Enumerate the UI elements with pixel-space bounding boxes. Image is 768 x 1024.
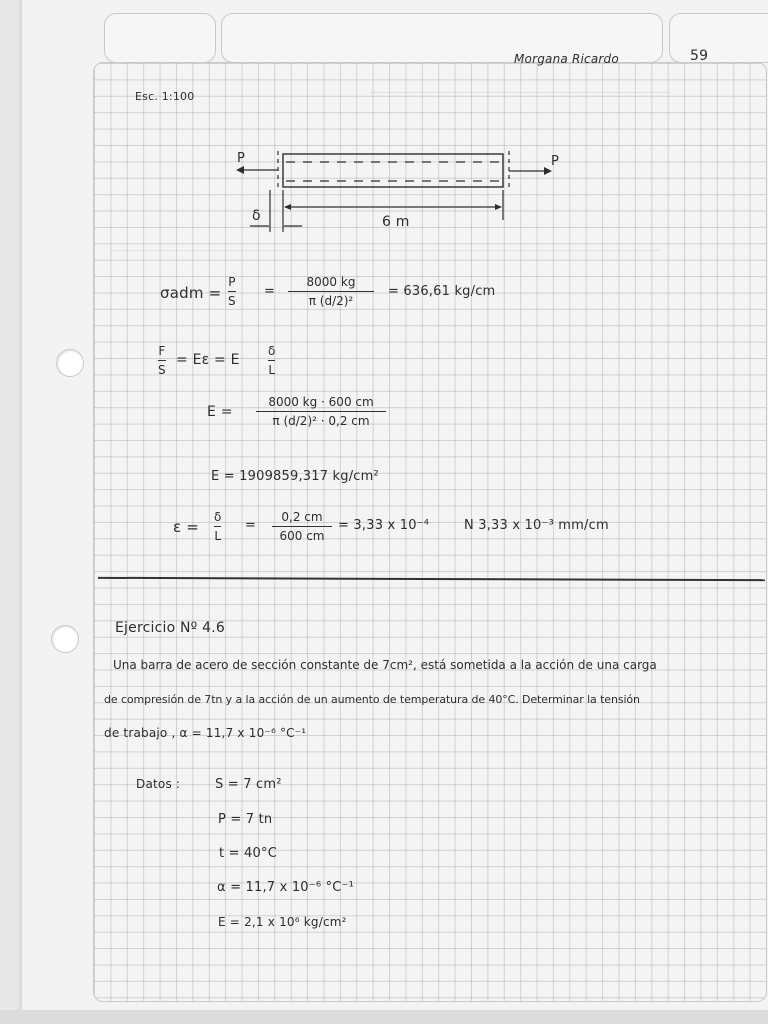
length-arrowhead-right [495, 204, 502, 210]
data-label: Datos : [136, 777, 181, 791]
sigma-fraction-1 [228, 274, 236, 309]
data-item-modulus: E = 2,1 x 10⁶ kg/cm² [218, 915, 347, 929]
hooke-frac2-den: L [268, 363, 276, 378]
exercise-statement-line-2: de compresión de 7tn y a la acción de un aumento de temperatura de 40°C. Determinar la tensión [104, 693, 640, 706]
strain-equals: = [245, 518, 257, 533]
fraction-bar [214, 526, 221, 527]
force-label-left: P [237, 151, 246, 166]
length-label: 6 m [382, 214, 410, 230]
exercise-title: Ejercicio Nº 4.6 [115, 620, 225, 636]
strain-frac2-den: 600 cm [279, 529, 325, 544]
strain-frac2-num: 0,2 cm [281, 510, 323, 524]
fraction-bar [268, 360, 275, 361]
strain-frac1-den: L [214, 529, 222, 544]
force-arrowhead-left [236, 166, 244, 174]
strain-frac1-num: δ [214, 510, 222, 524]
data-item-temperature: t = 40°C [219, 846, 277, 861]
exercise-statement-line-1: Una barra de acero de sección constante de 7cm², está sometida a la acción de una carga [113, 658, 657, 672]
strain-alternate: N 3,33 x 10⁻³ mm/cm [464, 518, 609, 533]
length-arrowhead-left [284, 204, 291, 210]
fraction-bar [288, 291, 374, 292]
scan-bottom-edge [0, 1010, 768, 1024]
author-name: Morgana Ricardo [514, 52, 619, 66]
header-box-right [669, 13, 768, 63]
sigma-lhs: σadm = [160, 284, 222, 302]
fraction-bar [158, 360, 166, 361]
strain-fraction-1 [214, 509, 221, 544]
strain-result: = 3,33 x 10⁻⁴ [338, 518, 430, 533]
sigma-fraction-2 [288, 274, 374, 309]
exercise-statement-line-3: de trabajo , α = 11,7 x 10⁻⁶ °C⁻¹ [104, 726, 307, 740]
bleed-through-mark [370, 92, 670, 105]
page-number: 59 [690, 48, 709, 64]
hooke-fraction-1 [158, 343, 166, 378]
sigma-frac1-den: S [228, 294, 236, 309]
sigma-frac1-num: P [228, 275, 236, 289]
sigma-equals: = [264, 284, 276, 299]
strain-fraction-2 [272, 509, 332, 544]
data-item-load: P = 7 tn [218, 812, 273, 827]
hooke-frac-den: S [158, 363, 166, 378]
hooke-frac-num: F [158, 344, 166, 358]
modulus-frac-num: 8000 kg · 600 cm [268, 395, 374, 409]
header-box-left [104, 13, 216, 63]
punch-hole-top [56, 349, 84, 377]
modulus-result: E = 1909859,317 kg/cm² [211, 469, 379, 484]
delta-label: δ [252, 208, 261, 224]
modulus-frac-den: π (d/2)² · 0,2 cm [272, 414, 370, 429]
sigma-result: = 636,61 kg/cm [388, 284, 496, 299]
fraction-bar [256, 411, 386, 412]
modulus-fraction [256, 394, 386, 429]
modulus-lhs: E = [207, 404, 233, 420]
bar-outline [283, 154, 503, 187]
hooke-frac2-num: δ [268, 344, 276, 358]
fraction-bar [228, 291, 236, 292]
punch-hole-bottom [51, 625, 79, 653]
hooke-fraction-2 [268, 343, 275, 378]
force-label-right: P [551, 154, 560, 169]
scale-note: Esc. 1:100 [135, 90, 195, 103]
fraction-bar [272, 526, 332, 527]
data-item-alpha: α = 11,7 x 10⁻⁶ °C⁻¹ [217, 880, 355, 895]
hooke-middle: = Eε = E [176, 352, 240, 368]
strain-lhs: ε = [173, 518, 200, 536]
bleed-through-mark [110, 250, 660, 263]
sigma-frac2-num: 8000 kg [306, 275, 356, 289]
data-item-area: S = 7 cm² [215, 777, 282, 792]
sigma-frac2-den: π (d/2)² [308, 294, 354, 309]
